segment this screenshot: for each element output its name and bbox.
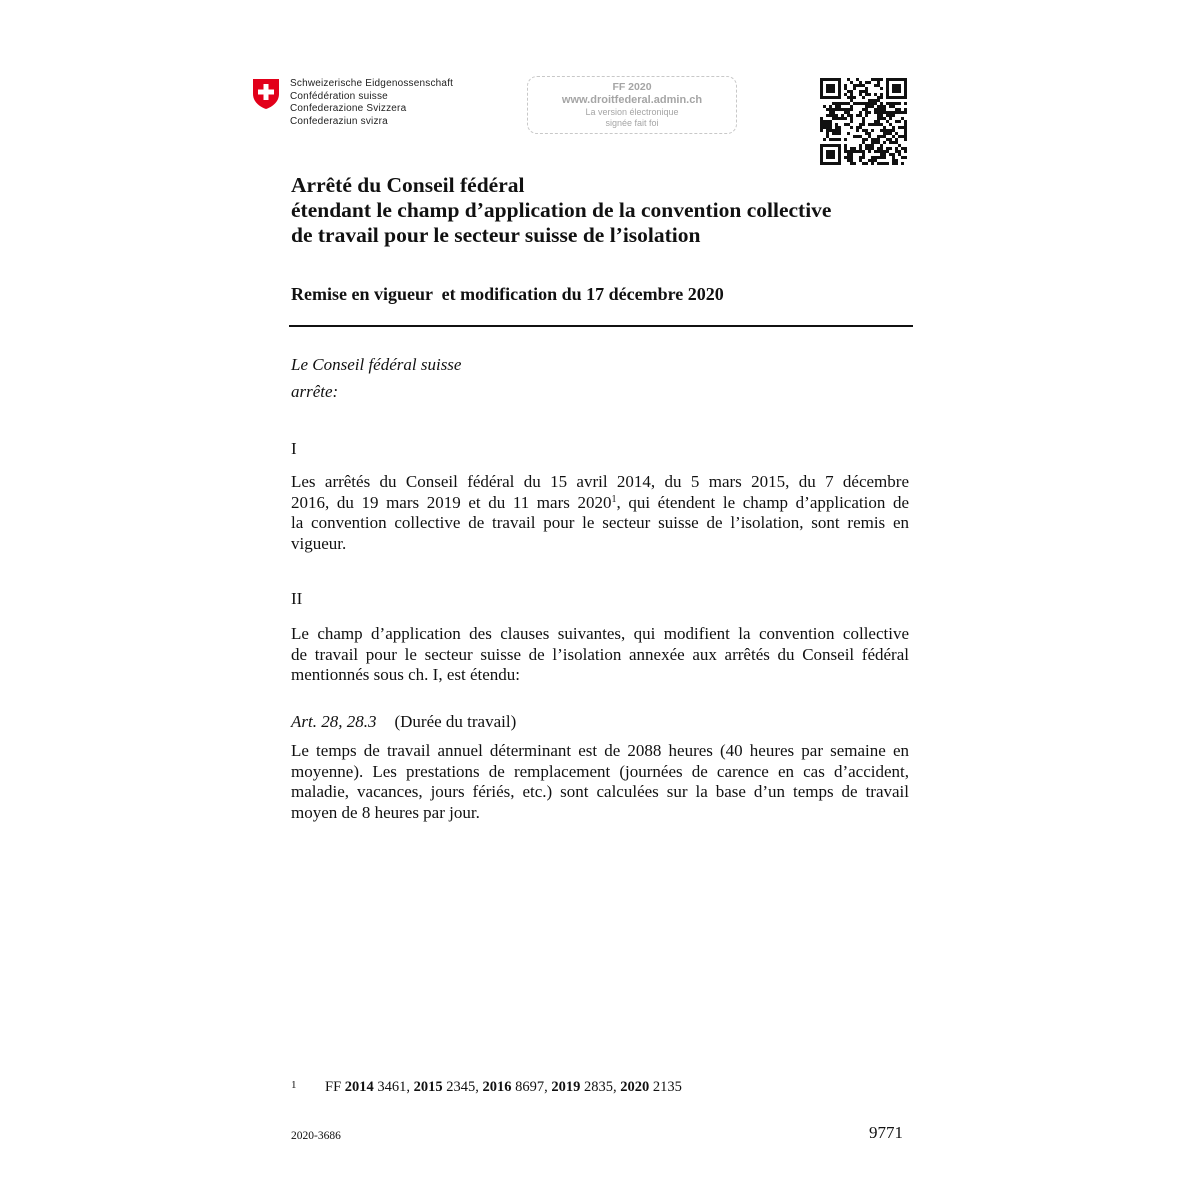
para-1-line-2b: , qui étendent le champ d’application de [616,492,909,512]
para-1-line-2 [291,493,909,514]
para-3-line-3: maladie, vacances, jours fériés, etc.) sont calculées sur la base d’un temps de travail [291,782,909,801]
section-heading-1: I [291,439,297,458]
page-number: 9771 [869,1123,903,1142]
article-paragraph [291,741,909,823]
confed-line-de: Schweizerische Eidgenossenschaft [290,78,454,89]
footnote [291,1079,682,1096]
electronic-signature-stamp [527,76,737,134]
qr-code-icon [820,78,907,165]
fn-page-2019: 2835, [580,1079,621,1095]
article-title: (Durée du travail) [394,712,517,731]
confed-line-fr: Confédération suisse [290,90,388,102]
stamp-line-signed: signée fait foi [605,118,659,128]
section-2-paragraph [291,624,909,686]
footnote-prefix: FF [325,1079,345,1095]
article-reference: Art. 28, 28.3 [291,712,377,731]
para-2-line-3: mentionnés sous ch. I, est étendu: [291,665,520,684]
stamp-line-url: www.droitfederal.admin.ch [561,94,703,106]
section-1-paragraph [291,472,909,554]
document-number: 2020-3686 [291,1130,341,1142]
title-divider [289,325,913,327]
title-line-1: Arrêté du Conseil fédéral [291,173,525,197]
title-line-2: étendant le champ d’application de la convention collective [291,198,832,222]
title-line-3: de travail pour le secteur suisse de l’isolation [291,223,701,247]
para-2-line-1: Le champ d’application des clauses suivantes, qui modifient la convention collective [291,624,909,643]
stamp-line-ff: FF 2020 [612,81,652,93]
fn-year-2019: 2019 [551,1079,581,1095]
fn-page-2020: 2135 [649,1079,682,1095]
article-heading [291,712,516,732]
preamble-decree: arrête: [291,382,339,401]
swiss-cross-icon [252,78,280,110]
para-3-line-1: Le temps de travail annuel déterminant est de 2088 heures (40 heures par semaine en [291,741,909,760]
section-heading-2: II [291,589,303,608]
fn-year-2014: 2014 [344,1079,374,1095]
para-1-line-2a: 2016, du 19 mars 2019 et du 11 mars 2020 [291,492,612,512]
document-title [291,173,931,248]
footnote-ref-1[interactable]: 1 [611,493,617,505]
confed-line-rm: Confederaziun svizra [290,115,388,127]
fn-year-2016: 2016 [482,1079,512,1095]
preamble-authority: Le Conseil fédéral suisse [291,355,462,374]
para-3-line-2: moyenne). Les prestations de remplacement (journées de carence en cas d’accident, [291,761,909,781]
para-2-line-2: de travail pour le secteur suisse de l’isolation annexée aux arrêtés du Conseil fédéral [291,644,909,664]
para-3-line-4: moyen de 8 heures par jour. [291,802,480,822]
fn-page-2016: 8697, [511,1079,552,1095]
stamp-line-version: La version électronique [585,107,679,117]
para-1-line-3: la convention collective de travail pour le secteur suisse de l’isolation, sont remis en [291,513,909,532]
confed-line-it: Confederazione Svizzera [290,103,407,114]
footnote-number: 1 [291,1079,297,1091]
fn-year-2015: 2015 [413,1079,443,1095]
document-subtitle: Remise en vigueur et modification du 17 décembre 2020 [291,284,724,304]
confederation-names [290,78,453,128]
para-1-line-4: vigueur. [291,533,347,553]
fn-year-2020: 2020 [620,1079,650,1095]
para-1-line-1: Les arrêtés du Conseil fédéral du 15 avril 2014, du 5 mars 2015, du 7 décembre [291,472,909,491]
fn-page-2015: 2345, [442,1079,483,1095]
fn-page-2014: 3461, [373,1079,414,1095]
